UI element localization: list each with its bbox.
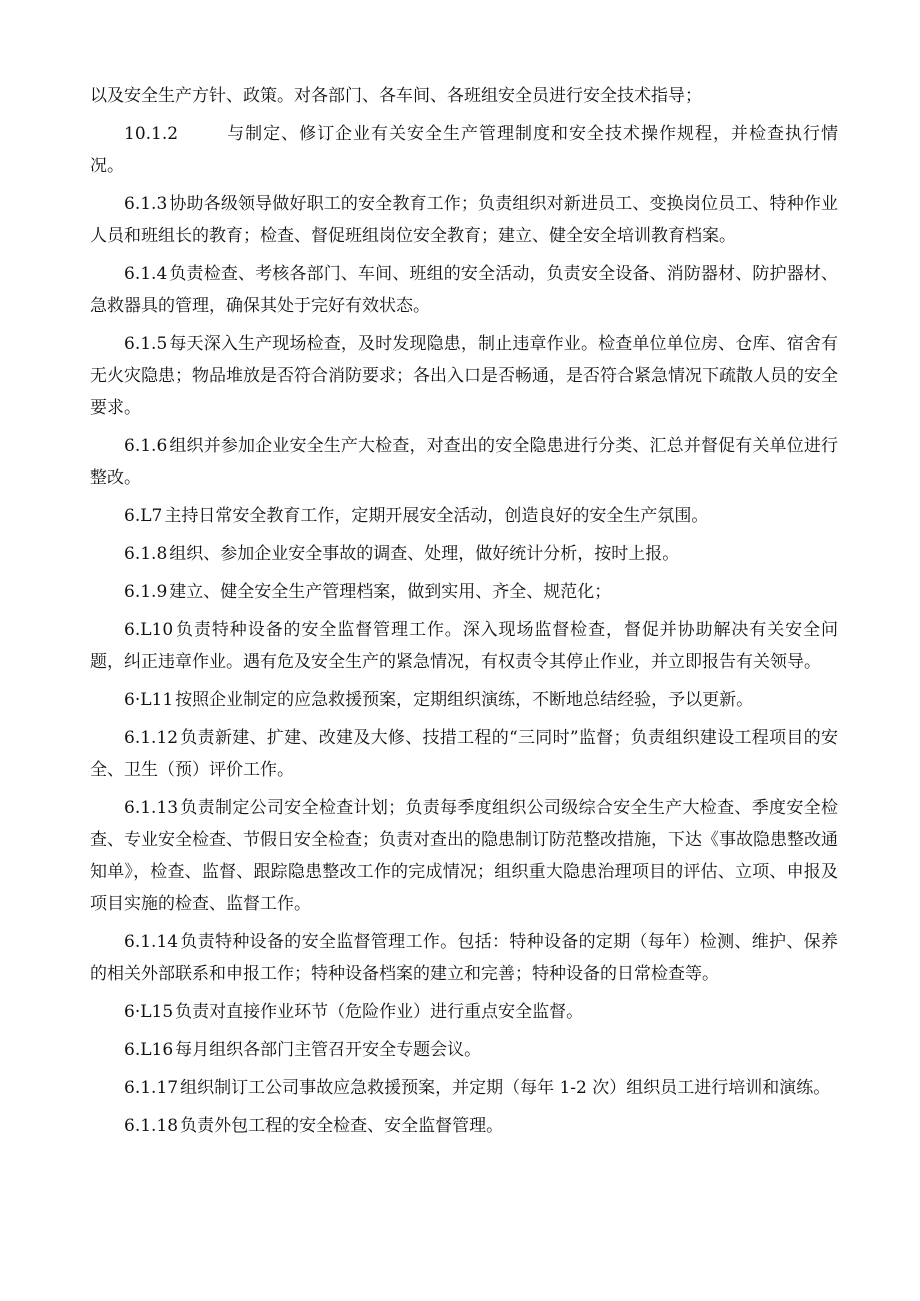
paragraph-number: 6.1.13: [124, 798, 179, 818]
paragraph-text: 组织、参加企业安全事故的调查、处理，做好统计分析，按时上报。: [169, 544, 680, 564]
paragraph-text: 按照企业制定的应急救援预案，定期组织演练，不断地总结经验，予以更新。: [175, 690, 754, 710]
paragraph-text: 每月组织各部门主管召开安全专题会议。: [175, 1040, 482, 1060]
paragraph-number: 6·L11: [124, 690, 174, 710]
paragraph-6-1-16: [90, 1034, 838, 1066]
paragraph-text: 负责特种设备的安全监督管理工作。深入现场监督检查，督促并协助解决有关安全问题，纠正违章作业。遇有危及安全生产的紧急情况，有权责令其停止作业，并立即报告有关领导。: [90, 620, 838, 672]
paragraph-6-1-7: [90, 500, 838, 532]
paragraph-6-1-10: [90, 614, 838, 678]
paragraph-text: 负责制定公司安全检查计划；负责每季度组织公司级综合安全生产大检查、季度安全检查、专业安全检查、节假日安全检查；负责对查出的隐患制订防范整改措施，下达《事故隐患整改通知单》，检查、监督、跟踪隐患整改工作的完成情况；组织重大隐患治理项目的评估、立项、申报及项目实施的检查、监督工作。: [90, 798, 838, 914]
paragraph-number: 6.1.8: [124, 544, 168, 564]
paragraph-number: 6.1.6: [124, 436, 168, 456]
paragraph-text: 负责特种设备的安全监督管理工作。包括：特种设备的定期（每年）检测、维护、保养的相关外部联系和申报工作；特种设备档案的建立和完善；特种设备的日常检查等。: [90, 932, 838, 984]
paragraph-text: 组织制订工公司事故应急救援预案，并定期（每年 1-2 次）组织员工进行培训和演练。: [180, 1078, 831, 1098]
paragraph-number: 6·L15: [124, 1002, 174, 1022]
paragraph-10-1-2: [90, 118, 838, 182]
paragraph-number: 6.1.18: [124, 1116, 179, 1136]
paragraph-6-1-5: [90, 328, 838, 424]
paragraph-6-1-15: [90, 996, 838, 1028]
paragraph-6-1-9: [90, 576, 838, 608]
document-body: [90, 80, 838, 1148]
paragraph-text: 建立、健全安全生产管理档案，做到实用、齐全、规范化；: [169, 582, 612, 602]
paragraph-text: 负责对直接作业环节（危险作业）进行重点安全监督。: [175, 1002, 584, 1022]
paragraph-6-1-17: [90, 1072, 838, 1104]
paragraph-number: 10.1.2: [124, 124, 179, 144]
paragraph-6-1-6: [90, 430, 838, 494]
paragraph-6-1-3: [90, 188, 838, 252]
paragraph-6-1-12: [90, 722, 838, 786]
paragraph-6-1-18: [90, 1110, 838, 1142]
paragraph-6-1-14: [90, 926, 838, 990]
paragraph-number: 6.L7: [124, 506, 163, 526]
paragraph-text: 负责外包工程的安全检查、安全监督管理。: [180, 1116, 504, 1136]
paragraph-6-1-4: [90, 258, 838, 322]
paragraph-text: 与制定、修订企业有关安全生产管理制度和安全技术操作规程，并检查执行情况。: [90, 124, 838, 176]
paragraph-number: 6.1.17: [124, 1078, 179, 1098]
paragraph-number: 6.1.4: [124, 264, 168, 284]
paragraph-text: 每天深入生产现场检查，及时发现隐患，制止违章作业。检查单位单位房、仓库、宿舍有无火灾隐患；物品堆放是否符合消防要求；各出入口是否畅通，是否符合紧急情况下疏散人员的安全要求。: [90, 334, 838, 418]
paragraph-text: 协助各级领导做好职工的安全教育工作；负责组织对新进员工、变换岗位员工、特种作业人员和班组长的教育；检查、督促班组岗位安全教育；建立、健全安全培训教育档案。: [90, 194, 838, 246]
paragraph-text: 组织并参加企业安全生产大检查，对查出的安全隐患进行分类、汇总并督促有关单位进行整改。: [90, 436, 838, 488]
paragraph-number: 6.L10: [124, 620, 174, 640]
paragraph-text: 主持日常安全教育工作，定期开展安全活动，创造良好的安全生产氛围。: [164, 506, 709, 526]
paragraph-number: 6.1.9: [124, 582, 168, 602]
paragraph-number: 6.L16: [124, 1040, 174, 1060]
paragraph-number: 6.1.14: [124, 932, 179, 952]
paragraph-6-1-11: [90, 684, 838, 716]
paragraph-number: 6.1.3: [124, 194, 168, 214]
paragraph-text: 以及安全生产方针、政策。对各部门、各车间、各班组安全员进行安全技术指导；: [90, 86, 702, 106]
paragraph-continuation: [90, 80, 838, 112]
paragraph-6-1-13: [90, 792, 838, 920]
paragraph-6-1-8: [90, 538, 838, 570]
paragraph-text: 负责检查、考核各部门、车间、班组的安全活动，负责安全设备、消防器材、防护器材、急救器具的管理，确保其处于完好有效状态。: [90, 264, 838, 316]
paragraph-number: 6.1.5: [124, 334, 168, 354]
paragraph-text: 负责新建、扩建、改建及大修、技措工程的“三同时”监督；负责组织建设工程项目的安全、卫生（预）评价工作。: [90, 728, 838, 780]
paragraph-number: 6.1.12: [124, 728, 179, 748]
